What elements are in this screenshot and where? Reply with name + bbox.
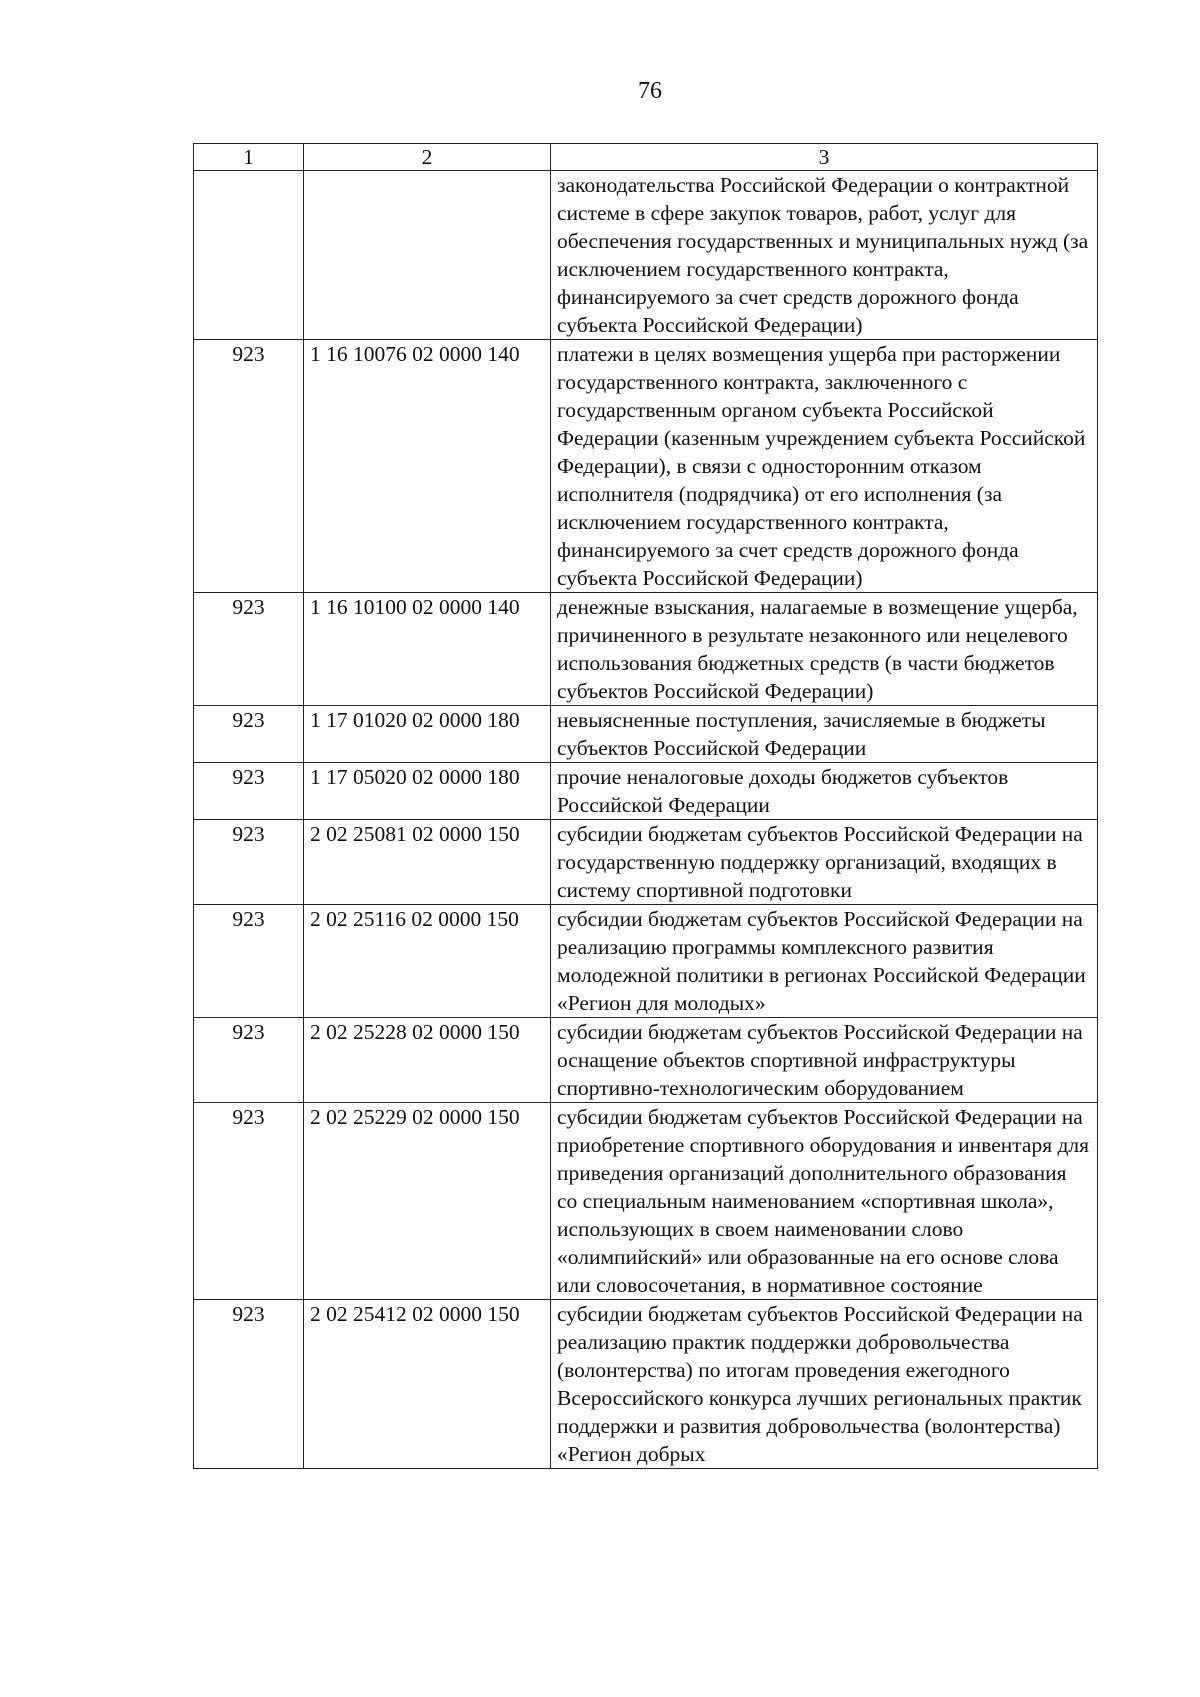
admin-code-cell: 923 bbox=[194, 905, 304, 1018]
table-header-row bbox=[194, 144, 1098, 171]
revenue-code-cell: 2 02 25116 02 0000 150 bbox=[304, 905, 551, 1018]
admin-code-cell: 923 bbox=[194, 763, 304, 820]
description-cell: прочие неналоговые доходы бюджетов субъектов Российской Федерации bbox=[551, 763, 1098, 820]
admin-code-cell: 923 bbox=[194, 1103, 304, 1300]
admin-code-cell: 923 bbox=[194, 1018, 304, 1103]
table-row bbox=[194, 763, 1098, 820]
description-cell: субсидии бюджетам субъектов Российской Федерации на реализацию практик поддержки добровольчества (волонтерства) по итогам проведения ежегодного Всероссийского конкурса лучших региональных практик поддержки и развития добровольчества (волонтерства) «Регион добрых bbox=[551, 1300, 1098, 1469]
budget-revenue-table bbox=[193, 143, 1098, 1469]
description-cell: субсидии бюджетам субъектов Российской Федерации на оснащение объектов спортивной инфраструктуры спортивно-технологическим оборудованием bbox=[551, 1018, 1098, 1103]
column-header-1: 1 bbox=[194, 144, 304, 171]
description-cell: субсидии бюджетам субъектов Российской Федерации на реализацию программы комплексного развития молодежной политики в регионах Российской Федерации «Регион для молодых» bbox=[551, 905, 1098, 1018]
admin-code-cell: 923 bbox=[194, 706, 304, 763]
column-header-2: 2 bbox=[304, 144, 551, 171]
description-cell: денежные взыскания, налагаемые в возмещение ущерба, причиненного в результате незаконного или нецелевого использования бюджетных средств (в части бюджетов субъектов Российской Федерации) bbox=[551, 593, 1098, 706]
table-row bbox=[194, 905, 1098, 1018]
revenue-code-cell bbox=[304, 171, 551, 340]
table-row bbox=[194, 171, 1098, 340]
admin-code-cell: 923 bbox=[194, 1300, 304, 1469]
admin-code-cell bbox=[194, 171, 304, 340]
table-row bbox=[194, 593, 1098, 706]
table-row bbox=[194, 820, 1098, 905]
revenue-code-cell: 2 02 25228 02 0000 150 bbox=[304, 1018, 551, 1103]
description-cell: законодательства Российской Федерации о контрактной системе в сфере закупок товаров, работ, услуг для обеспечения государственных и муниципальных нужд (за исключением государственного контракта, финансируемого за счет средств дорожного фонда субъекта Российской Федерации) bbox=[551, 171, 1098, 340]
description-cell: невыясненные поступления, зачисляемые в бюджеты субъектов Российской Федерации bbox=[551, 706, 1098, 763]
table-row bbox=[194, 1018, 1098, 1103]
revenue-code-cell: 2 02 25229 02 0000 150 bbox=[304, 1103, 551, 1300]
column-header-3: 3 bbox=[551, 144, 1098, 171]
revenue-code-cell: 1 16 10076 02 0000 140 bbox=[304, 340, 551, 593]
admin-code-cell: 923 bbox=[194, 820, 304, 905]
revenue-code-cell: 1 17 05020 02 0000 180 bbox=[304, 763, 551, 820]
page-number: 76 bbox=[638, 78, 662, 104]
table-row bbox=[194, 340, 1098, 593]
description-cell: субсидии бюджетам субъектов Российской Федерации на государственную поддержку организаций, входящих в систему спортивной подготовки bbox=[551, 820, 1098, 905]
table-row bbox=[194, 1300, 1098, 1469]
table-row bbox=[194, 706, 1098, 763]
revenue-code-cell: 1 16 10100 02 0000 140 bbox=[304, 593, 551, 706]
description-cell: субсидии бюджетам субъектов Российской Федерации на приобретение спортивного оборудования и инвентаря для приведения организаций дополнительного образования со специальным наименованием «спортивная школа», использующих в своем наименовании слово «олимпийский» или образованные на его основе слова или словосочетания, в нормативное состояние bbox=[551, 1103, 1098, 1300]
description-cell: платежи в целях возмещения ущерба при расторжении государственного контракта, заключенного с государственным органом субъекта Российской Федерации (казенным учреждением субъекта Российской Федерации), в связи с односторонним отказом исполнителя (подрядчика) от его исполнения (за исключением государственного контракта, финансируемого за счет средств дорожного фонда субъекта Российской Федерации) bbox=[551, 340, 1098, 593]
table-row bbox=[194, 1103, 1098, 1300]
revenue-code-cell: 2 02 25081 02 0000 150 bbox=[304, 820, 551, 905]
admin-code-cell: 923 bbox=[194, 340, 304, 593]
admin-code-cell: 923 bbox=[194, 593, 304, 706]
revenue-code-cell: 2 02 25412 02 0000 150 bbox=[304, 1300, 551, 1469]
revenue-code-cell: 1 17 01020 02 0000 180 bbox=[304, 706, 551, 763]
